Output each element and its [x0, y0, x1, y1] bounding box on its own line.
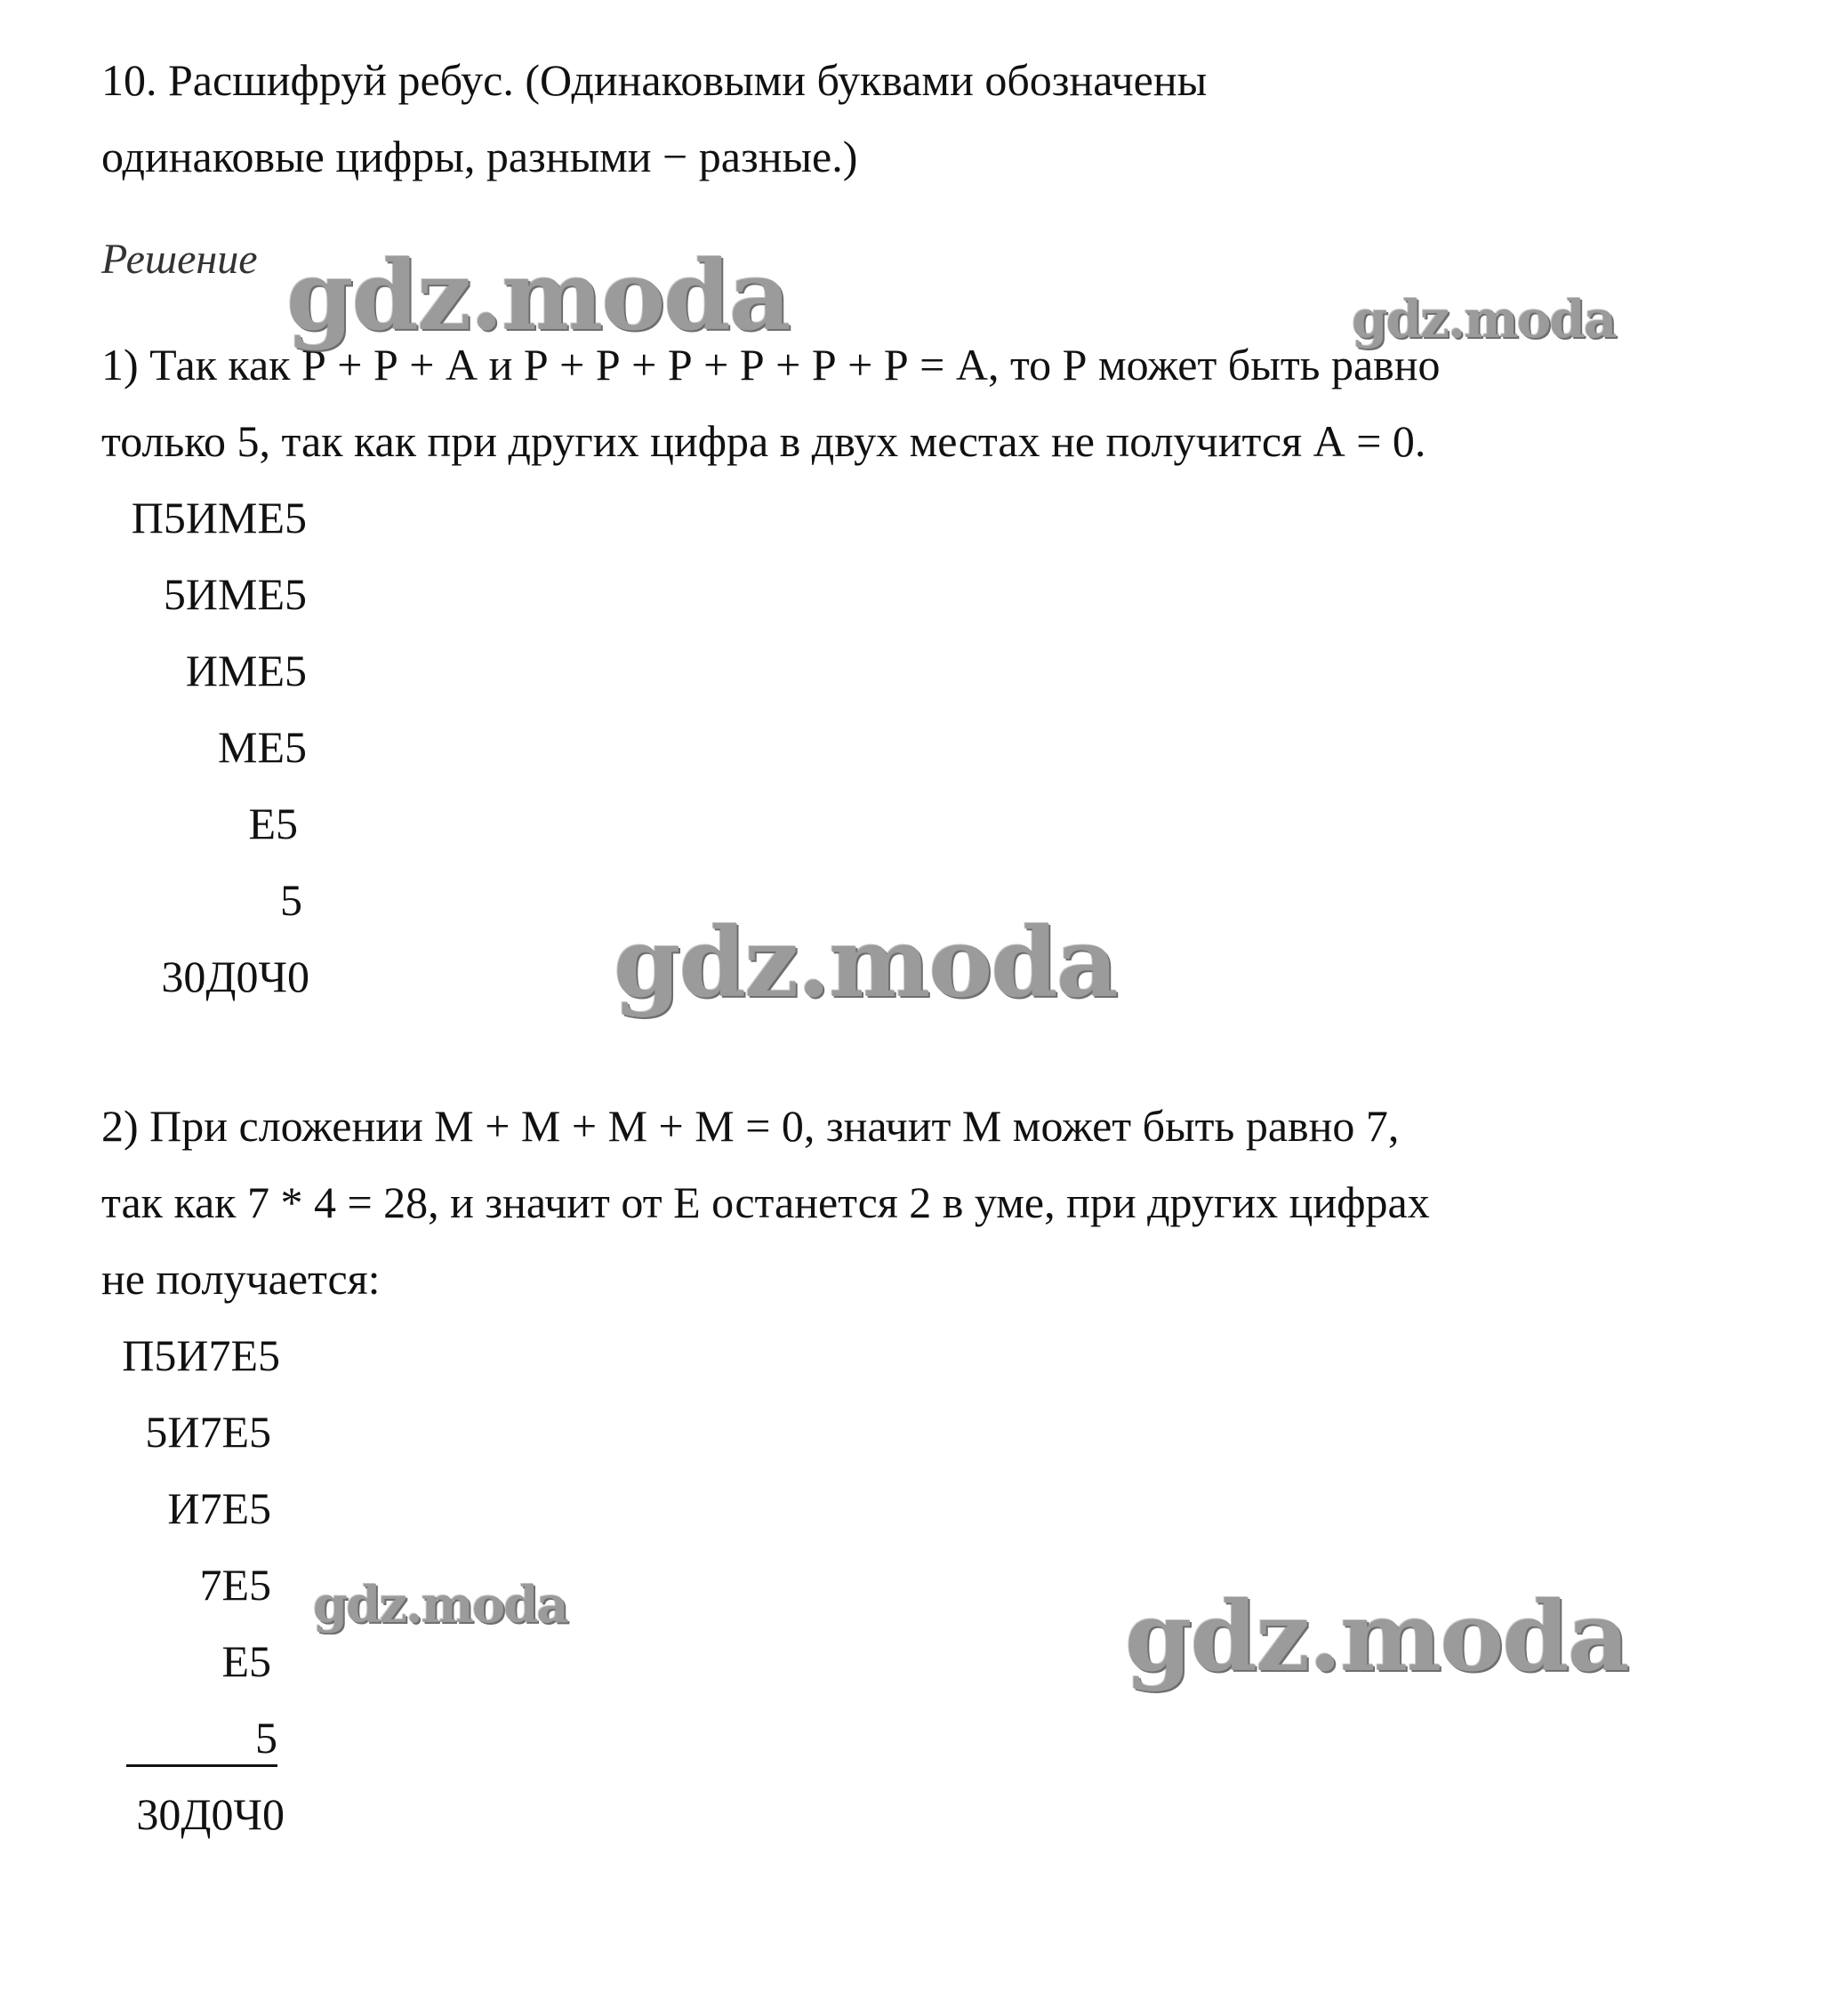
step2-line-3: не получается: [101, 1254, 381, 1304]
step1-row: П5ИМЕ5 [131, 493, 307, 542]
watermark: gdz.moda [614, 907, 1117, 1019]
step2-line-1: 2) При сложении М + М + М + М = 0, значит М может быть равно 7, [101, 1101, 1400, 1151]
step1-row: Е5 [248, 799, 298, 848]
step2-row: И7Е5 [167, 1483, 271, 1533]
step1-row: МЕ5 [218, 722, 307, 772]
task-title-line-2: одинаковые цифры, разными − разные.) [101, 132, 858, 181]
step2-row: Е5 [221, 1636, 271, 1686]
step1-result: 30Д0Ч0 [161, 952, 309, 1001]
step1-row: 5ИМЕ5 [163, 569, 307, 619]
step2-line-2: так как 7 * 4 = 28, и значит от Е останется 2 в уме, при других цифрах [101, 1177, 1430, 1227]
watermark: gdz.moda [1352, 289, 1616, 349]
step2-row-underlined: 5 [126, 1711, 277, 1767]
step2-row: П5И7Е5 [122, 1330, 280, 1380]
step1-row: 5 [280, 875, 302, 925]
step1-line-2: только 5, так как при других цифра в двух местах не получится А = 0. [101, 416, 1426, 466]
step2-row: 5И7Е5 [145, 1407, 271, 1457]
watermark: gdz.moda [1125, 1581, 1628, 1693]
watermark: gdz.moda [313, 1576, 567, 1634]
task-title-line-1: 10. Расшифруй ребус. (Одинаковыми буквами обозначены [101, 55, 1208, 105]
step2-result: 30Д0Ч0 [136, 1789, 285, 1839]
step1-row: ИМЕ5 [185, 646, 307, 695]
watermark: gdz.moda [286, 240, 790, 352]
solution-label: Решение [101, 236, 258, 283]
step1-line-1: 1) Так как Р + Р + А и Р + Р + Р + Р + Р + Р = А, то Р может быть равно [101, 340, 1441, 390]
step2-row: 7Е5 [199, 1560, 271, 1610]
